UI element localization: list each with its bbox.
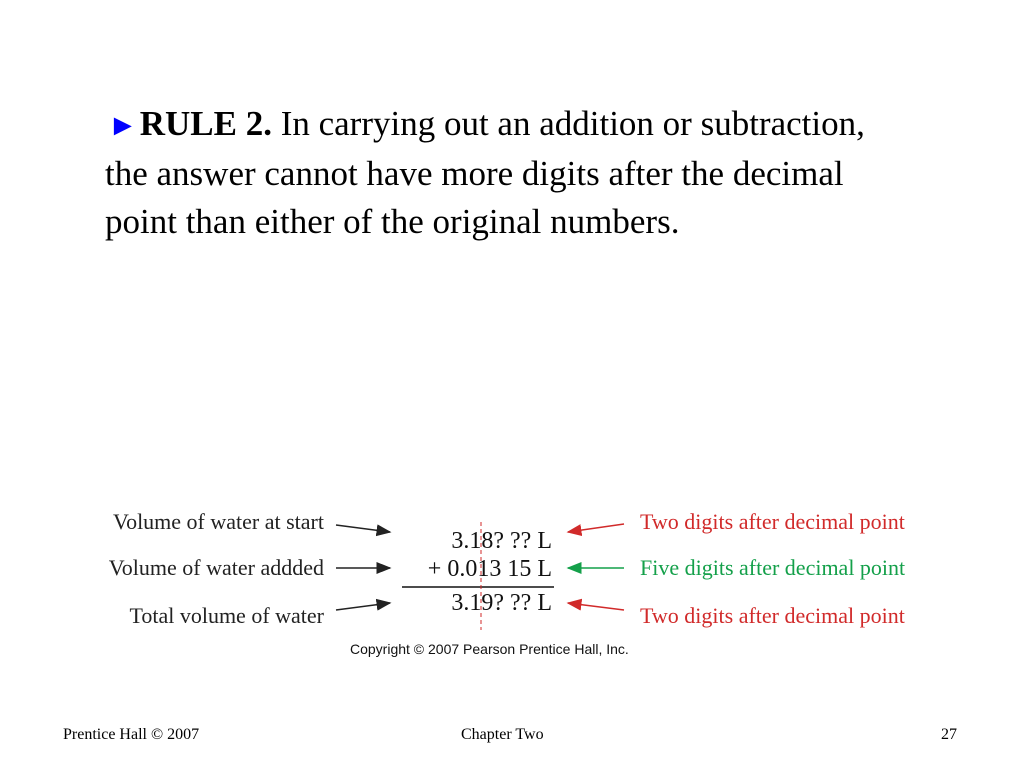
note-total: Two digits after decimal point: [640, 603, 905, 628]
note-start: Two digits after decimal point: [640, 509, 905, 534]
label-volume-added: Volume of water addded: [108, 555, 324, 580]
arrow-right-3: [568, 603, 624, 610]
arrow-left-1: [336, 525, 390, 532]
rule-body: In carrying out an addition or subtraction, the answer cannot have more digits after the decimal point than either of the original numbers.: [105, 104, 865, 241]
footer-chapter: Chapter Two: [461, 726, 544, 743]
footer-page-number: 27: [941, 726, 957, 743]
value-total: 3.19? ?? L: [451, 590, 552, 616]
label-total-volume: Total volume of water: [129, 603, 324, 628]
footer-publisher: Prentice Hall © 2007: [63, 726, 200, 743]
bullet-triangle-icon: ►: [108, 109, 138, 142]
arrow-left-3: [336, 603, 390, 610]
note-added: Five digits after decimal point: [640, 555, 906, 580]
value-start: 3.18? ?? L: [451, 528, 552, 554]
rule-heading: RULE 2.: [139, 104, 272, 143]
arrow-right-1: [568, 524, 624, 532]
value-added: + 0.013 15 L: [427, 556, 552, 582]
label-volume-start: Volume of water at start: [113, 509, 324, 534]
figure-copyright: Copyright © 2007 Pearson Prentice Hall, Inc.: [350, 641, 629, 657]
